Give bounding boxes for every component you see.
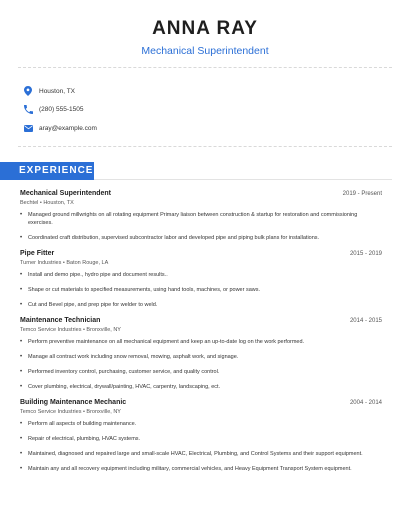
location-pin-icon — [22, 85, 34, 97]
job-bullet: • Coordinated craft distribution, supervised subcontractor labor and developed pipe and piping bulk plans for installations. — [20, 234, 382, 242]
contact-email-text: aray@example.com — [39, 124, 97, 132]
job-bullet: • Maintained, diagnosed and repaired large and small-scale HVAC, Electrical, Plumbing, and Control Systems and their support equipment. — [20, 450, 382, 458]
job-bullet: • Install and demo pipe., hydro pipe and document results.. — [20, 271, 382, 279]
job-entry — [20, 189, 382, 242]
job-employer: Turner Industries • Baton Rouge, LA — [20, 260, 109, 266]
job-bullets — [20, 271, 382, 309]
job-dates: 2015 - 2019 — [349, 251, 382, 257]
job-bullet: • Perform preventive maintenance on all mechanical equipment and keep an up-to-date log on the work performed. — [20, 338, 382, 346]
job-entry — [20, 316, 382, 391]
contact-location-text: Houston, TX — [39, 87, 76, 95]
job-employer: Temco Service Industries • Bronxville, NY — [20, 409, 121, 415]
job-title: Pipe Fitter — [20, 250, 55, 257]
contact-location — [22, 82, 97, 100]
divider — [18, 146, 392, 147]
job-dates: 2014 - 2015 — [349, 318, 382, 324]
job-bullets — [20, 338, 382, 391]
job-bullet: • Shape or cut materials to specified measurements, using hand tools, machines, or power saws. — [20, 286, 382, 294]
job-bullet: • Perform all aspects of building maintenance. — [20, 420, 382, 428]
job-entry — [20, 398, 382, 473]
job-title: Building Maintenance Mechanic — [20, 399, 127, 406]
contact-phone — [22, 101, 97, 119]
divider — [18, 67, 392, 68]
candidate-title: Mechanical Superintendent — [141, 45, 269, 57]
job-bullet: • Manage all contract work including snow removal, mowing, asphalt work, and signage. — [20, 353, 382, 361]
job-bullet: • Cover plumbing, electrical, drywall/painting, HVAC, carpentry, landscaping, ect. — [20, 383, 382, 391]
job-bullet: • Maintain any and all recovery equipment including military, commercial vehicles, and Heavy Equipment Transport System equipment. — [20, 465, 382, 473]
job-entry — [20, 249, 382, 309]
job-employer: Bechtel • Houston, TX — [20, 200, 74, 206]
section-heading-experience: EXPERIENCE — [19, 165, 94, 176]
job-bullet: • Repair of electrical, plumbing, HVAC systems. — [20, 435, 382, 443]
job-bullet: • Cut and Bevel pipe, and prep pipe for welder to weld. — [20, 301, 382, 309]
job-employer: Temco Service Industries • Bronxville, NY — [20, 327, 121, 333]
contact-list — [22, 82, 97, 138]
section-underline — [94, 179, 392, 180]
resume-header — [0, 0, 410, 58]
job-bullets — [20, 211, 382, 242]
contact-email — [22, 119, 97, 137]
job-title: Maintenance Technician — [20, 317, 101, 324]
email-icon — [22, 122, 34, 134]
job-bullet: • Performed inventory control, purchasing, customer service, and quality control. — [20, 368, 382, 376]
job-dates: 2004 - 2014 — [349, 400, 382, 406]
contact-phone-text: (280) 555-1505 — [39, 106, 84, 113]
phone-icon — [22, 104, 34, 116]
job-bullet: • Managed ground millwrights on all rotating equipment Primary liaison between construction & startup for restoration and commissioning exercises. — [20, 211, 382, 227]
job-dates: 2019 - Present — [342, 191, 382, 197]
job-title: Mechanical Superintendent — [20, 190, 112, 197]
candidate-name: ANNA RAY — [152, 18, 258, 39]
job-bullets — [20, 420, 382, 473]
experience-list — [20, 189, 382, 480]
